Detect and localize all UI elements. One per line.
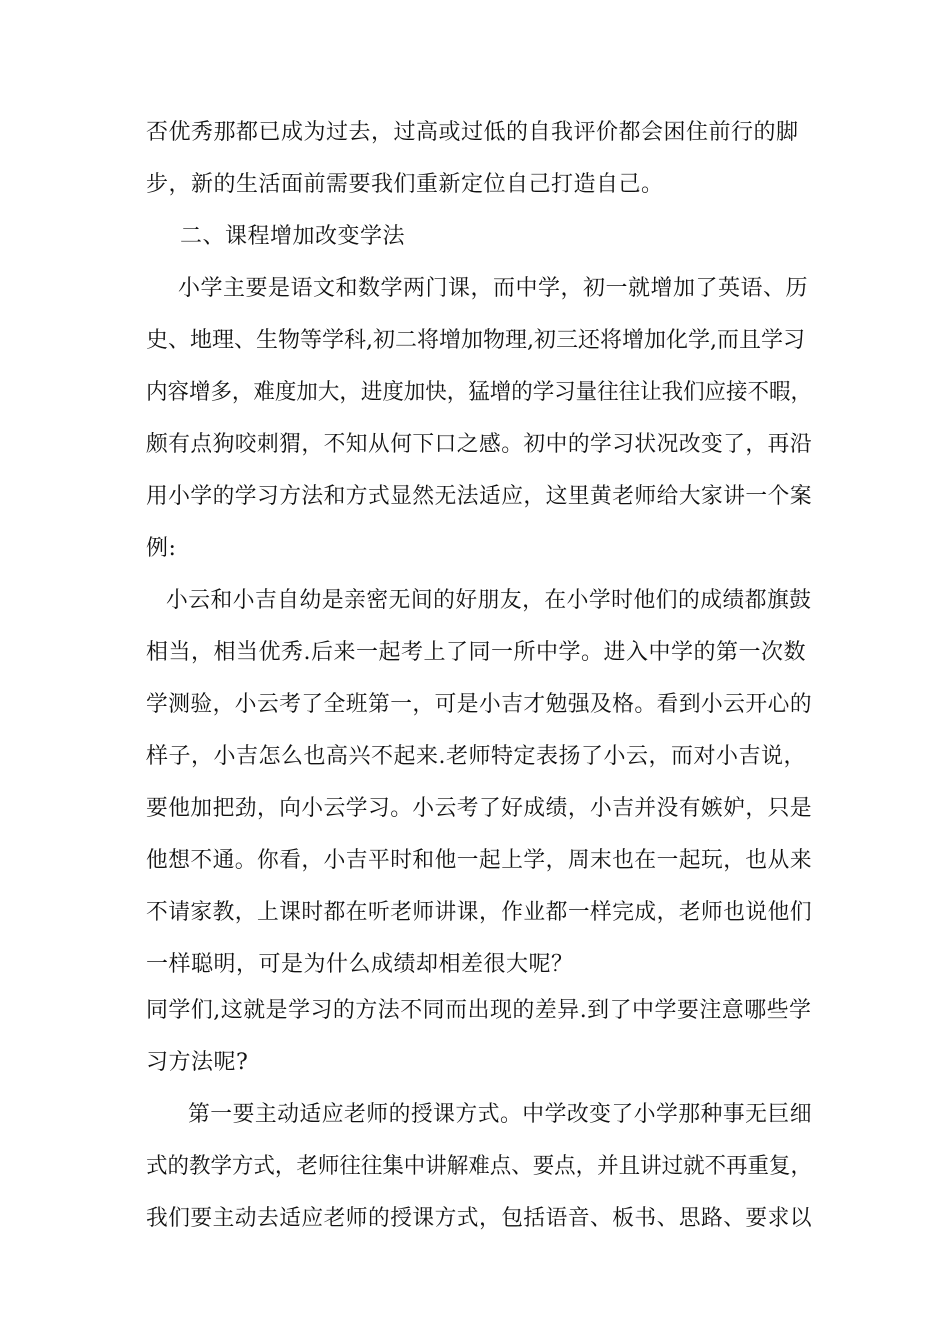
text-line: 内容增多，难度加大，进度加快，猛增的学习量往往让我们应接不暇， bbox=[146, 380, 812, 405]
text-line: 式的教学方式，老师往往集中讲解难点、要点，并且讲过就不再重复， bbox=[146, 1154, 812, 1179]
text-line: 相当，相当优秀.后来一起考上了同一所中学。进入中学的第一次数 bbox=[146, 640, 806, 665]
text-line: 不请家教，上课时都在听老师讲课，作业都一样完成，老师也说他们 bbox=[146, 900, 813, 925]
text-line: 我们要主动去适应老师的授课方式，包括语音、板书、思路、要求以 bbox=[146, 1206, 813, 1231]
text-line: 同学们,这就是学习的方法不同而出现的差异.到了中学要注意哪些学 bbox=[146, 998, 812, 1023]
text-line: 小学主要是语文和数学两门课，而中学，初一就增加了英语、历 bbox=[178, 276, 809, 301]
text-line: 习方法呢? bbox=[146, 1050, 249, 1075]
text-line: 史、地理、生物等学科,初二将增加物理,初三还将增加化学,而且学习 bbox=[146, 328, 805, 353]
text-line: 例: bbox=[146, 536, 177, 561]
text-line: 一样聪明，可是为什么成绩却相差很大呢？ bbox=[146, 952, 574, 977]
text-line: 第一要主动适应老师的授课方式。中学改变了小学那种事无巨细 bbox=[188, 1102, 813, 1127]
text-line: 他想不通。你看，小吉平时和他一起上学，周末也在一起玩，也从来 bbox=[146, 848, 813, 873]
text-line: 用小学的学习方法和方式显然无法适应，这里黄老师给大家讲一个案 bbox=[146, 484, 813, 509]
text-line: 学测验，小云考了全班第一，可是小吉才勉强及格。看到小云开心的 bbox=[146, 692, 813, 717]
text-line: 样子，小吉怎么也高兴不起来.老师特定表扬了小云，而对小吉说， bbox=[146, 744, 806, 769]
text-line: 步，新的生活面前需要我们重新定位自己打造自己。 bbox=[146, 172, 664, 197]
text-line: 小云和小吉自幼是亲密无间的好朋友，在小学时他们的成绩都旗鼓 bbox=[166, 588, 812, 613]
text-line: 颇有点狗咬刺猬，不知从何下口之感。初中的学习状况改变了，再沿 bbox=[146, 432, 813, 457]
text-line: 要他加把劲，向小云学习。小云考了好成绩，小吉并没有嫉妒，只是 bbox=[146, 796, 813, 821]
section-heading: 二、课程增加改变学法 bbox=[180, 224, 406, 249]
text-line: 否优秀那都已成为过去，过高或过低的自我评价都会困住前行的脚 bbox=[146, 120, 799, 145]
